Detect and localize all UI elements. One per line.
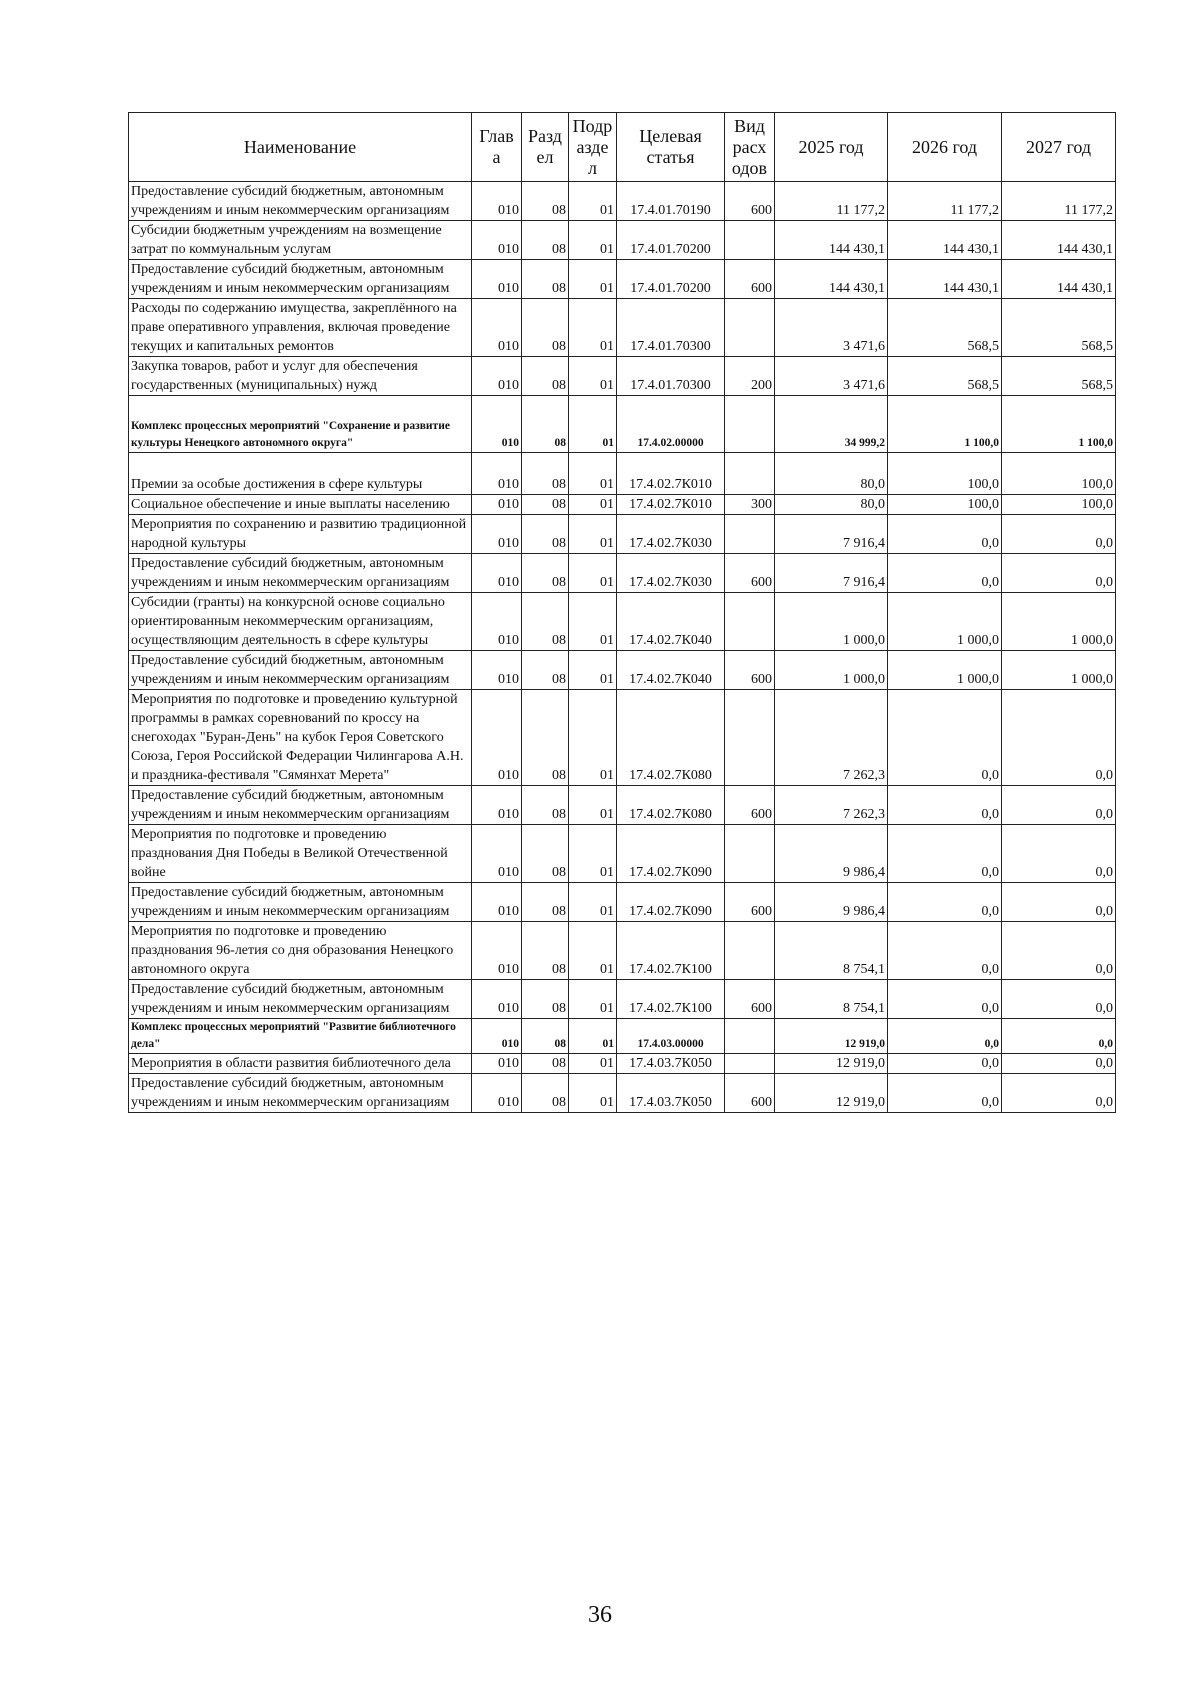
row-glava: 010 bbox=[472, 922, 522, 980]
row-2026: 0,0 bbox=[888, 1019, 1002, 1054]
row-podrazdel: 01 bbox=[569, 1054, 617, 1074]
table-row bbox=[129, 299, 1116, 357]
row-target: 17.4.03.7К050 bbox=[617, 1054, 725, 1074]
row-glava: 010 bbox=[472, 786, 522, 825]
row-2025: 8 754,1 bbox=[775, 922, 888, 980]
header-razdel: Разд ел bbox=[522, 113, 569, 182]
row-podrazdel: 01 bbox=[569, 883, 617, 922]
row-2026: 0,0 bbox=[888, 515, 1002, 554]
row-target: 17.4.02.7К100 bbox=[617, 922, 725, 980]
row-target: 17.4.02.7К030 bbox=[617, 515, 725, 554]
row-target: 17.4.02.7К100 bbox=[617, 980, 725, 1019]
table-row bbox=[129, 357, 1116, 396]
row-2026: 1 100,0 bbox=[888, 396, 1002, 453]
header-glava: Глав а bbox=[472, 113, 522, 182]
row-podrazdel: 01 bbox=[569, 515, 617, 554]
row-2027: 0,0 bbox=[1002, 922, 1116, 980]
row-2026: 0,0 bbox=[888, 690, 1002, 786]
row-podrazdel: 01 bbox=[569, 690, 617, 786]
row-2027: 1 000,0 bbox=[1002, 651, 1116, 690]
row-2025: 11 177,2 bbox=[775, 182, 888, 221]
table-row bbox=[129, 1074, 1116, 1113]
row-2027: 0,0 bbox=[1002, 786, 1116, 825]
row-podrazdel: 01 bbox=[569, 357, 617, 396]
row-name: Субсидии бюджетным учреждениям на возмещение затрат по коммунальным услугам bbox=[129, 221, 472, 260]
row-vid bbox=[725, 299, 775, 357]
row-target: 17.4.01.70300 bbox=[617, 357, 725, 396]
row-2025: 80,0 bbox=[775, 495, 888, 515]
row-2027: 11 177,2 bbox=[1002, 182, 1116, 221]
row-2025: 34 999,2 bbox=[775, 396, 888, 453]
row-razdel: 08 bbox=[522, 883, 569, 922]
row-2025: 7 262,3 bbox=[775, 690, 888, 786]
row-name: Предоставление субсидий бюджетным, автономным учреждениям и иным некоммерческим организациям bbox=[129, 883, 472, 922]
row-razdel: 08 bbox=[522, 690, 569, 786]
row-glava: 010 bbox=[472, 690, 522, 786]
row-razdel: 08 bbox=[522, 593, 569, 651]
row-2026: 11 177,2 bbox=[888, 182, 1002, 221]
row-podrazdel: 01 bbox=[569, 980, 617, 1019]
row-target: 17.4.02.7К040 bbox=[617, 651, 725, 690]
row-target: 17.4.02.7К090 bbox=[617, 825, 725, 883]
row-2027: 100,0 bbox=[1002, 495, 1116, 515]
row-vid: 600 bbox=[725, 260, 775, 299]
row-name: Предоставление субсидий бюджетным, автономным учреждениям и иным некоммерческим организациям bbox=[129, 554, 472, 593]
row-podrazdel: 01 bbox=[569, 299, 617, 357]
row-glava: 010 bbox=[472, 883, 522, 922]
row-glava: 010 bbox=[472, 453, 522, 495]
row-glava: 010 bbox=[472, 260, 522, 299]
row-2027: 144 430,1 bbox=[1002, 221, 1116, 260]
row-name: Премии за особые достижения в сфере культуры bbox=[129, 453, 472, 495]
row-podrazdel: 01 bbox=[569, 825, 617, 883]
row-razdel: 08 bbox=[522, 1019, 569, 1054]
row-vid bbox=[725, 1054, 775, 1074]
row-2025: 8 754,1 bbox=[775, 980, 888, 1019]
table-row bbox=[129, 495, 1116, 515]
row-razdel: 08 bbox=[522, 922, 569, 980]
row-target: 17.4.02.7К040 bbox=[617, 593, 725, 651]
row-name: Мероприятия по сохранению и развитию традиционной народной культуры bbox=[129, 515, 472, 554]
row-razdel: 08 bbox=[522, 453, 569, 495]
row-razdel: 08 bbox=[522, 221, 569, 260]
row-vid bbox=[725, 221, 775, 260]
table-row-program bbox=[129, 396, 1116, 453]
table-row bbox=[129, 883, 1116, 922]
row-podrazdel: 01 bbox=[569, 495, 617, 515]
row-2025: 12 919,0 bbox=[775, 1054, 888, 1074]
table-row bbox=[129, 980, 1116, 1019]
row-podrazdel: 01 bbox=[569, 922, 617, 980]
row-2027: 1 100,0 bbox=[1002, 396, 1116, 453]
row-glava: 010 bbox=[472, 593, 522, 651]
row-2025: 1 000,0 bbox=[775, 651, 888, 690]
row-glava: 010 bbox=[472, 980, 522, 1019]
row-vid bbox=[725, 593, 775, 651]
header-2025: 2025 год bbox=[775, 113, 888, 182]
row-target: 17.4.02.7К010 bbox=[617, 495, 725, 515]
row-2026: 1 000,0 bbox=[888, 651, 1002, 690]
row-name: Комплекс процессных мероприятий "Развитие библиотечного дела" bbox=[129, 1019, 472, 1054]
header-vid: Вид расх одов bbox=[725, 113, 775, 182]
row-name: Закупка товаров, работ и услуг для обеспечения государственных (муниципальных) нужд bbox=[129, 357, 472, 396]
row-2025: 1 000,0 bbox=[775, 593, 888, 651]
row-vid bbox=[725, 453, 775, 495]
row-target: 17.4.02.7К080 bbox=[617, 690, 725, 786]
row-name: Предоставление субсидий бюджетным, автономным учреждениям и иным некоммерческим организациям bbox=[129, 260, 472, 299]
row-name: Мероприятия в области развития библиотечного дела bbox=[129, 1054, 472, 1074]
row-glava: 010 bbox=[472, 396, 522, 453]
row-vid: 600 bbox=[725, 883, 775, 922]
row-2026: 0,0 bbox=[888, 980, 1002, 1019]
row-2027: 0,0 bbox=[1002, 515, 1116, 554]
row-podrazdel: 01 bbox=[569, 396, 617, 453]
row-target: 17.4.02.00000 bbox=[617, 396, 725, 453]
row-vid: 200 bbox=[725, 357, 775, 396]
row-razdel: 08 bbox=[522, 260, 569, 299]
row-razdel: 08 bbox=[522, 357, 569, 396]
row-podrazdel: 01 bbox=[569, 786, 617, 825]
row-target: 17.4.02.7К010 bbox=[617, 453, 725, 495]
row-name: Предоставление субсидий бюджетным, автономным учреждениям и иным некоммерческим организациям bbox=[129, 1074, 472, 1113]
row-vid bbox=[725, 825, 775, 883]
row-2027: 568,5 bbox=[1002, 357, 1116, 396]
row-podrazdel: 01 bbox=[569, 1019, 617, 1054]
table-body bbox=[129, 182, 1116, 1113]
row-2026: 568,5 bbox=[888, 299, 1002, 357]
row-vid bbox=[725, 1019, 775, 1054]
row-vid: 600 bbox=[725, 651, 775, 690]
row-vid: 300 bbox=[725, 495, 775, 515]
row-razdel: 08 bbox=[522, 495, 569, 515]
header-name: Наименование bbox=[129, 113, 472, 182]
row-2025: 12 919,0 bbox=[775, 1074, 888, 1113]
row-vid bbox=[725, 396, 775, 453]
row-target: 17.4.02.7К080 bbox=[617, 786, 725, 825]
row-podrazdel: 01 bbox=[569, 651, 617, 690]
row-razdel: 08 bbox=[522, 396, 569, 453]
row-glava: 010 bbox=[472, 515, 522, 554]
row-vid bbox=[725, 922, 775, 980]
page-number: 36 bbox=[588, 1602, 612, 1628]
table-row bbox=[129, 825, 1116, 883]
row-2027: 568,5 bbox=[1002, 299, 1116, 357]
row-2027: 0,0 bbox=[1002, 554, 1116, 593]
row-podrazdel: 01 bbox=[569, 260, 617, 299]
header-podrazdel: Подр азде л bbox=[569, 113, 617, 182]
row-2026: 0,0 bbox=[888, 825, 1002, 883]
row-2025: 7 262,3 bbox=[775, 786, 888, 825]
row-name: Комплекс процессных мероприятий "Сохранение и развитие культуры Ненецкого автономного округа" bbox=[129, 396, 472, 453]
table-row bbox=[129, 515, 1116, 554]
row-name: Предоставление субсидий бюджетным, автономным учреждениям и иным некоммерческим организациям bbox=[129, 651, 472, 690]
row-podrazdel: 01 bbox=[569, 182, 617, 221]
row-razdel: 08 bbox=[522, 825, 569, 883]
row-2027: 100,0 bbox=[1002, 453, 1116, 495]
row-2025: 144 430,1 bbox=[775, 260, 888, 299]
row-name: Предоставление субсидий бюджетным, автономным учреждениям и иным некоммерческим организациям bbox=[129, 182, 472, 221]
row-2026: 0,0 bbox=[888, 1054, 1002, 1074]
row-2027: 0,0 bbox=[1002, 883, 1116, 922]
row-name: Мероприятия по подготовке и проведению культурной программы в рамках соревнований по кроссу на снегоходах "Буран-День" на кубок Героя Советского Союза, Героя Российской Федерации Чилингарова А.Н. и праздника-фестиваля "Сямянхат Мерета" bbox=[129, 690, 472, 786]
row-vid: 600 bbox=[725, 554, 775, 593]
row-name: Мероприятия по подготовке и проведению празднования 96-летия со дня образования Ненецкого автономного округа bbox=[129, 922, 472, 980]
row-2026: 0,0 bbox=[888, 922, 1002, 980]
row-vid: 600 bbox=[725, 980, 775, 1019]
table-row-program bbox=[129, 1019, 1116, 1054]
row-2026: 100,0 bbox=[888, 453, 1002, 495]
row-2025: 9 986,4 bbox=[775, 883, 888, 922]
row-razdel: 08 bbox=[522, 1054, 569, 1074]
row-2025: 3 471,6 bbox=[775, 299, 888, 357]
table-row bbox=[129, 260, 1116, 299]
row-podrazdel: 01 bbox=[569, 1074, 617, 1113]
row-target: 17.4.02.7К090 bbox=[617, 883, 725, 922]
row-2026: 1 000,0 bbox=[888, 593, 1002, 651]
table-row bbox=[129, 554, 1116, 593]
table-row bbox=[129, 221, 1116, 260]
table-row bbox=[129, 593, 1116, 651]
row-2025: 12 919,0 bbox=[775, 1019, 888, 1054]
table-row bbox=[129, 922, 1116, 980]
row-razdel: 08 bbox=[522, 1074, 569, 1113]
row-glava: 010 bbox=[472, 299, 522, 357]
row-2026: 100,0 bbox=[888, 495, 1002, 515]
table-row bbox=[129, 786, 1116, 825]
table-row bbox=[129, 690, 1116, 786]
row-target: 17.4.03.00000 bbox=[617, 1019, 725, 1054]
row-2027: 0,0 bbox=[1002, 1019, 1116, 1054]
row-podrazdel: 01 bbox=[569, 221, 617, 260]
row-razdel: 08 bbox=[522, 182, 569, 221]
row-2025: 9 986,4 bbox=[775, 825, 888, 883]
row-2027: 0,0 bbox=[1002, 980, 1116, 1019]
row-vid: 600 bbox=[725, 786, 775, 825]
row-name: Социальное обеспечение и иные выплаты населению bbox=[129, 495, 472, 515]
row-2025: 144 430,1 bbox=[775, 221, 888, 260]
row-2026: 144 430,1 bbox=[888, 221, 1002, 260]
header-target: Целевая статья bbox=[617, 113, 725, 182]
row-razdel: 08 bbox=[522, 980, 569, 1019]
row-2027: 0,0 bbox=[1002, 1054, 1116, 1074]
row-2026: 0,0 bbox=[888, 786, 1002, 825]
row-glava: 010 bbox=[472, 182, 522, 221]
row-2027: 0,0 bbox=[1002, 690, 1116, 786]
row-glava: 010 bbox=[472, 357, 522, 396]
row-name: Мероприятия по подготовке и проведению празднования Дня Победы в Великой Отечественной войне bbox=[129, 825, 472, 883]
row-podrazdel: 01 bbox=[569, 453, 617, 495]
row-glava: 010 bbox=[472, 221, 522, 260]
row-podrazdel: 01 bbox=[569, 554, 617, 593]
row-podrazdel: 01 bbox=[569, 593, 617, 651]
row-2027: 1 000,0 bbox=[1002, 593, 1116, 651]
row-razdel: 08 bbox=[522, 515, 569, 554]
row-2026: 0,0 bbox=[888, 1074, 1002, 1113]
row-glava: 010 bbox=[472, 1019, 522, 1054]
row-2025: 80,0 bbox=[775, 453, 888, 495]
row-razdel: 08 bbox=[522, 299, 569, 357]
row-2026: 568,5 bbox=[888, 357, 1002, 396]
row-razdel: 08 bbox=[522, 786, 569, 825]
row-2026: 144 430,1 bbox=[888, 260, 1002, 299]
row-glava: 010 bbox=[472, 1074, 522, 1113]
header-2027: 2027 год bbox=[1002, 113, 1116, 182]
row-target: 17.4.02.7К030 bbox=[617, 554, 725, 593]
row-target: 17.4.01.70200 bbox=[617, 260, 725, 299]
row-2026: 0,0 bbox=[888, 554, 1002, 593]
row-glava: 010 bbox=[472, 1054, 522, 1074]
table-row bbox=[129, 1054, 1116, 1074]
row-glava: 010 bbox=[472, 651, 522, 690]
row-2025: 7 916,4 bbox=[775, 554, 888, 593]
row-target: 17.4.01.70300 bbox=[617, 299, 725, 357]
row-target: 17.4.01.70190 bbox=[617, 182, 725, 221]
row-name: Субсидии (гранты) на конкурсной основе социально ориентированным некоммерческим организациям, осуществляющим деятельность в сфере культуры bbox=[129, 593, 472, 651]
row-name: Предоставление субсидий бюджетным, автономным учреждениям и иным некоммерческим организациям bbox=[129, 786, 472, 825]
table-header-row bbox=[129, 113, 1116, 182]
row-2027: 0,0 bbox=[1002, 1074, 1116, 1113]
row-vid: 600 bbox=[725, 182, 775, 221]
row-name: Расходы по содержанию имущества, закреплённого на праве оперативного управления, включая проведение текущих и капитальных ремонтов bbox=[129, 299, 472, 357]
row-target: 17.4.01.70200 bbox=[617, 221, 725, 260]
budget-table bbox=[128, 112, 1116, 1113]
row-vid bbox=[725, 690, 775, 786]
row-vid bbox=[725, 515, 775, 554]
row-razdel: 08 bbox=[522, 554, 569, 593]
row-2025: 7 916,4 bbox=[775, 515, 888, 554]
row-glava: 010 bbox=[472, 825, 522, 883]
row-2027: 144 430,1 bbox=[1002, 260, 1116, 299]
row-target: 17.4.03.7К050 bbox=[617, 1074, 725, 1113]
header-2026: 2026 год bbox=[888, 113, 1002, 182]
row-name: Предоставление субсидий бюджетным, автономным учреждениям и иным некоммерческим организациям bbox=[129, 980, 472, 1019]
table-row bbox=[129, 651, 1116, 690]
row-vid: 600 bbox=[725, 1074, 775, 1113]
table-row bbox=[129, 453, 1116, 495]
row-glava: 010 bbox=[472, 495, 522, 515]
row-2026: 0,0 bbox=[888, 883, 1002, 922]
row-2025: 3 471,6 bbox=[775, 357, 888, 396]
row-2027: 0,0 bbox=[1002, 825, 1116, 883]
table-row bbox=[129, 182, 1116, 221]
row-glava: 010 bbox=[472, 554, 522, 593]
row-razdel: 08 bbox=[522, 651, 569, 690]
